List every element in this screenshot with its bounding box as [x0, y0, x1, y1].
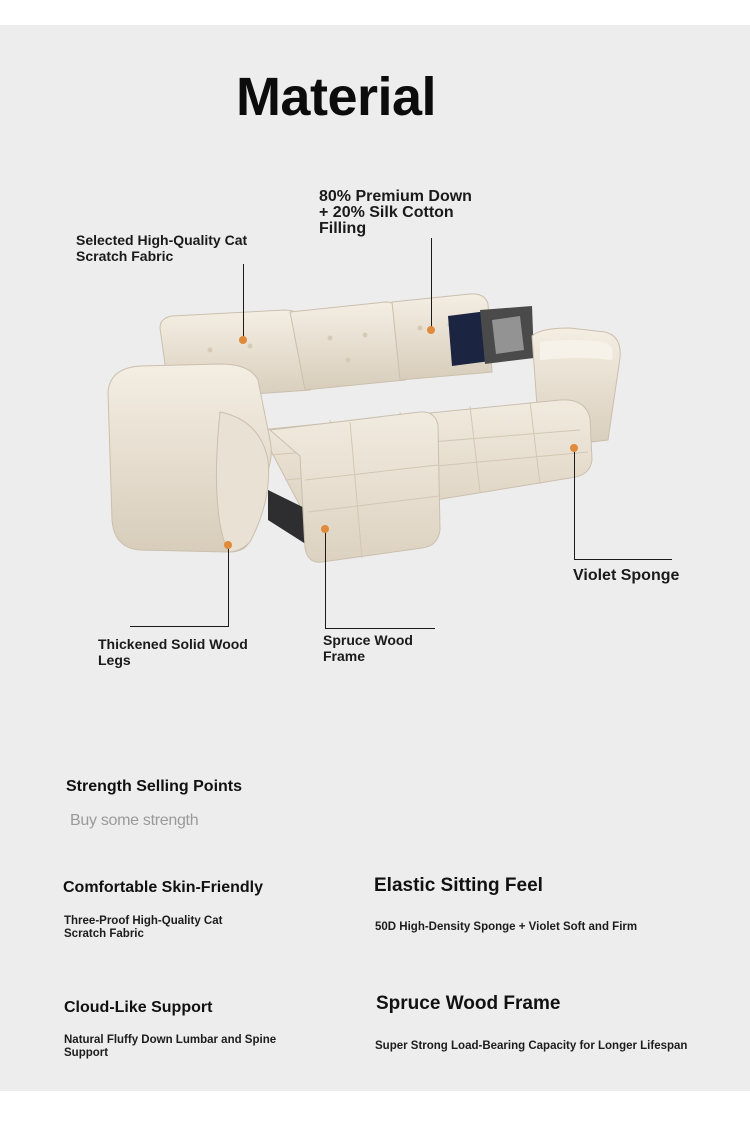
- feature-title: Spruce Wood Frame: [376, 993, 561, 1014]
- callout-dot-frame: [321, 525, 329, 533]
- callout-underline-legs: [130, 626, 229, 627]
- feature-title: Comfortable Skin-Friendly: [63, 879, 264, 896]
- feature-desc: Super Strong Load-Bearing Capacity for Longer Lifespan: [375, 1040, 688, 1052]
- selling-points-title: Strength Selling Points: [66, 778, 243, 795]
- feature-title: Cloud-Like Support: [64, 999, 213, 1016]
- feature-desc: Natural Fluffy Down Lumbar and Spine Support: [64, 1034, 277, 1059]
- callout-dot-legs: [224, 541, 232, 549]
- callout-fabric: Selected High-Quality Cat Scratch Fabric: [76, 232, 248, 264]
- feature-desc: 50D High-Density Sponge + Violet Soft and Firm: [375, 921, 638, 933]
- page-title: Material: [235, 67, 437, 127]
- callout-dot-fabric: [239, 336, 247, 344]
- callout-line-legs: [228, 546, 229, 626]
- sofa-illustration: [100, 280, 680, 580]
- callout-line-frame: [325, 530, 326, 628]
- feature-desc: Three-Proof High-Quality Cat Scratch Fabric: [64, 915, 223, 940]
- callout-legs: Thickened Solid Wood Legs: [98, 636, 248, 668]
- callout-underline-frame: [325, 628, 435, 629]
- callout-underline-sponge: [574, 559, 672, 560]
- callout-sponge: Violet Sponge: [573, 567, 680, 584]
- callout-line-sponge: [574, 452, 575, 560]
- callout-dot-sponge: [570, 444, 578, 452]
- callout-dot-filling: [427, 326, 435, 334]
- callout-line-filling: [431, 238, 432, 330]
- callout-line-fabric: [243, 264, 244, 340]
- callout-frame: Spruce Wood Frame: [323, 632, 413, 664]
- callout-filling: 80% Premium Down + 20% Silk Cotton Filling: [319, 188, 472, 237]
- feature-title: Elastic Sitting Feel: [374, 875, 543, 896]
- selling-points-subtitle: Buy some strength: [70, 812, 199, 829]
